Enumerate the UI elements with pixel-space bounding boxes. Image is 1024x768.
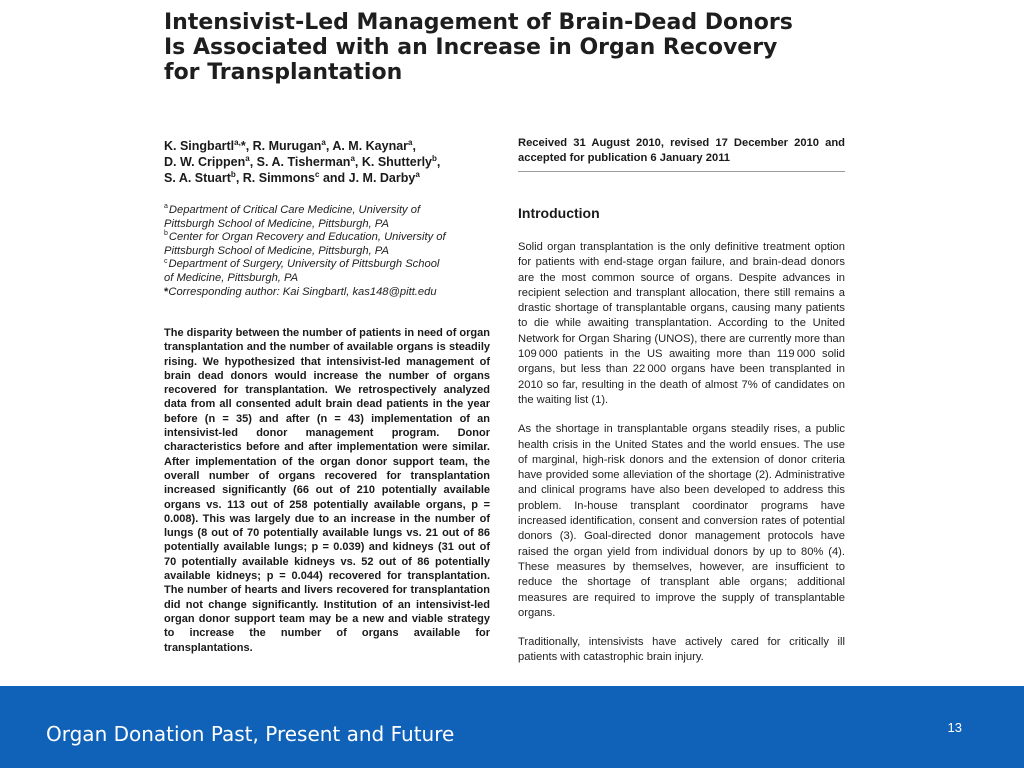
paper-title-line: for Transplantation [164,60,403,85]
received-dates: Received 31 August 2010, revised 17 December 2010 and accepted for publication 6 January 2011 [518,136,845,172]
author-name: J. M. Darby [348,171,416,185]
affiliation-line [164,204,494,218]
affiliation-mark: a [164,203,168,211]
author-name: R. Murugan [252,139,322,153]
corresponding-text: Corresponding author: Kai Singbartl, kas148@pitt.edu [168,285,437,298]
introduction-paragraph: As the shortage in transplantable organs steadily rises, a public health crisis in the United States and the world ensues. The use of marginal, high-risk donors and the extension of donor criteria have provided some alleviation of the shortage (2). Administrative and clinical programs have also been developed to address this problem. In-house transplant coordinator programs have increased identification, consent and conversion rates of potential donors (3). Goal-directed donor management protocols have raised the organ yield from individual donors by up to 80% (4). These measures by themselves, however, are insufficient to reduce the shortage of transplant able organs; additional measures are required to improve the supply of transplantable organs. [518,423,845,619]
introduction-body [518,240,845,678]
author-affil-mark: b [432,153,437,163]
introduction-paragraph: Traditionally, intensivists have actively cared for critically ill patients with catastrophic brain injury. [518,636,845,664]
introduction-heading: Introduction [518,205,600,221]
author-name: S. A. Tisherman [256,155,351,169]
affiliation-text: Department of Surgery, University of Pittsburgh School [168,258,440,271]
abstract: The disparity between the number of patients in need of organ transplantation and the number of available organs is steadily rising. We hypothesized that intensivist-led management of brain dead donors would increase the number of organs recovered for transplantation. We retrospectively analyzed data from all consented adult brain dead patients in the year before (n = 35) and after (n = 43) implementation of an intensivist-led donor management program. Donor characteristics before and after implementation were similar. After implementation of the organ donor support team, the overall number of organs recovered for transplantation increased significantly (66 out of 210 potentially available organs vs. 113 out of 258 potentially available organs, p = 0.008). This was largely due to an increase in the number of lungs (8 out of 70 potentially available lungs vs. 21 out of 86 potentially available lungs; p = 0.039) and kidneys (31 out of 70 potentially available kidneys vs. 52 out of 86 potentially available kidneys; p = 0.044) recovered for transplantation. The number of hearts and livers recovered for transplantation did not change significantly. Institution of an intensivist-led organ donor support team may be a new and viable strategy to increase the number of organs available for transplantations. [164,327,490,654]
affiliation-text: Center for Organ Recovery and Education, University of [168,231,446,244]
author-affil-mark: c [315,169,320,179]
author-separator: , [354,155,362,169]
author-separator: , [235,171,243,185]
author-separator: , [249,155,257,169]
affiliation-line [164,231,494,245]
author-affil-mark: a [408,137,413,147]
affiliation-mark: b [164,230,168,238]
author-separator: and [319,171,349,185]
author-affil-mark: a, [234,137,241,147]
slide-footer-bar [0,686,1024,768]
paper-title [164,10,824,85]
author-affil-mark: b [230,169,236,179]
author-separator: , [412,139,416,153]
author-name: D. W. Crippen [164,155,246,169]
affiliation-line [164,258,494,272]
author-list [164,138,504,186]
paper-title-line: Intensivist-Led Management of Brain-Dead Donors [164,10,793,35]
corresponding-mark: * [164,285,169,298]
paper-title-line: Is Associated with an Increase in Organ Recovery [164,35,778,60]
author-separator: , [436,155,441,169]
author-name: R. Simmons [242,171,316,185]
affiliation-mark: c [164,257,168,265]
author-separator: , [325,139,333,153]
affiliation-line: Pittsburgh School of Medicine, Pittsburgh, PA [164,217,389,230]
affiliation-text: Department of Critical Care Medicine, University of [168,204,421,216]
author-line [164,154,504,170]
author-name: S. A. Stuart [164,171,231,185]
affiliation-line: of Medicine, Pittsburgh, PA [164,271,299,284]
slide-page-number: 13 [947,720,962,735]
author-name: K. Singbartl [164,139,235,153]
affiliation-list [164,204,494,299]
author-name: A. M. Kaynar [332,139,409,153]
introduction-paragraph: Solid organ transplantation is the only definitive treatment option for patients with end-stage organ failure, and brain-dead donors are the most common source of organs. Despite advances in recipient selection and transplant allocation, there still remains a drastic shortage of transplantable organs, causing many patients to die while awaiting transplantation. According to the United Network for Organ Sharing (UNOS), there are currently more than 109 000 patients in the US awaiting more than 119 000 solid organs, but less than 22 000 organs have been transplanted in 2010 so far, resulting in the death of almost 7% of candidates on the waiting list (1). [518,241,845,406]
author-separator: *, [240,139,253,153]
author-affil-mark: a [321,137,326,147]
author-line [164,138,504,154]
author-name: K. Shutterly [361,155,432,169]
author-affil-mark: a [245,153,250,163]
author-line [164,170,504,186]
affiliation-line: Pittsburgh School of Medicine, Pittsburgh, PA [164,244,389,257]
author-affil-mark: a [350,153,355,163]
corresponding-author [164,286,494,300]
slide-footer-title: Organ Donation Past, Present and Future [46,722,455,746]
author-affil-mark: a [415,169,420,179]
